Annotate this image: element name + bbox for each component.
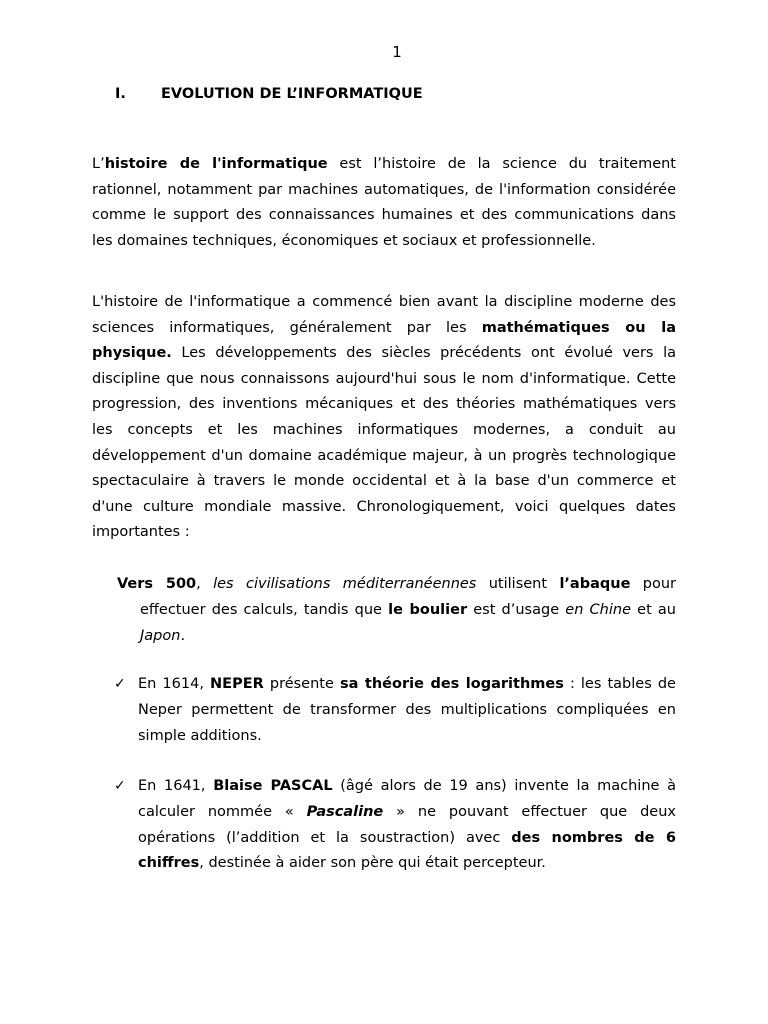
item-text	[138, 774, 676, 877]
item-fragment: En 1641,	[138, 778, 214, 794]
section-heading	[115, 84, 423, 104]
paragraph-bold-term: histoire de l'informatique	[104, 156, 328, 172]
item-emphasis: NEPER	[210, 676, 264, 692]
item-emphasis: Blaise PASCAL	[213, 778, 333, 794]
paragraph-bold-term: mathématiques ou la physique.	[92, 319, 676, 362]
date-item-500	[92, 572, 676, 649]
section-number: I.	[115, 86, 126, 102]
date-item-1614	[92, 672, 676, 749]
item-text	[117, 572, 677, 649]
item-fragment: , destinée à aider son père qui était percepteur.	[199, 855, 546, 872]
item-emphasis: des nombres de 6 chiffres	[138, 829, 676, 872]
item-emphasis: en Chine	[565, 601, 631, 618]
checkmark-icon: ✓	[114, 778, 126, 794]
date-item-1641	[92, 774, 676, 877]
paragraph-text: Les développements des siècles précédents ont évolué vers la discipline que nous connaissons aujourd'hui sous le nom d'informatique. Cette progression, des inventions mécaniques et des théories mathématiques vers les concepts et les machines informatiques modernes, a conduit au développement d'un domaine académique majeur, à un progrès technologique spectaculaire à travers le monde occidental et à la base d'un commerce et d'une culture mondiale massive. Chronologiquement, voici quelques dates importantes :	[92, 345, 676, 541]
paragraph-text: L'histoire de l'informatique a commencé bien avant la discipline moderne des sciences informatiques, généralement par les	[92, 294, 676, 336]
item-fragment: ,	[196, 576, 214, 592]
item-fragment: En 1614,	[138, 676, 211, 692]
item-fragment: est d’usage	[467, 601, 566, 618]
item-emphasis: Vers 500	[117, 576, 197, 592]
item-fragment: utilisent	[476, 576, 560, 592]
paragraph-text: est l’histoire de la science du traitement rationnel, notamment par machines automatiques, de l'information considérée comme le support des connaissances humaines et des communications dans les domaines techniques, économiques et sociaux et professionnelle.	[92, 156, 676, 249]
item-emphasis: les civilisations méditerranéennes	[213, 576, 477, 592]
item-emphasis: le boulier	[388, 601, 468, 618]
checkmark-icon: ✓	[114, 676, 126, 692]
paragraph-1	[92, 152, 676, 254]
item-fragment: : les tables de Neper permettent de transformer des multiplications compliquées en simple additions.	[138, 676, 676, 744]
section-title: EVOLUTION DE L’INFORMATIQUE	[161, 86, 423, 102]
item-emphasis: Japon	[140, 627, 181, 644]
item-emphasis: sa théorie des logarithmes	[339, 676, 564, 692]
item-emphasis: Pascaline	[306, 803, 384, 820]
paragraph-text: L’	[92, 156, 105, 172]
item-fragment: présente	[263, 676, 340, 692]
page-number: 1	[392, 43, 402, 61]
paragraph-2	[92, 290, 676, 546]
item-fragment: » ne pouvant effectuer que deux opérations (l’addition et la soustraction) avec	[138, 803, 676, 846]
item-fragment: et au	[631, 601, 676, 618]
item-fragment: pour effectuer des calculs, tandis que	[140, 576, 677, 618]
item-fragment: (âgé alors de 19 ans) invente la machine à calculer nommée «	[138, 778, 676, 820]
item-emphasis: l’abaque	[559, 576, 631, 592]
item-fragment: .	[180, 627, 186, 644]
item-text	[138, 672, 676, 749]
